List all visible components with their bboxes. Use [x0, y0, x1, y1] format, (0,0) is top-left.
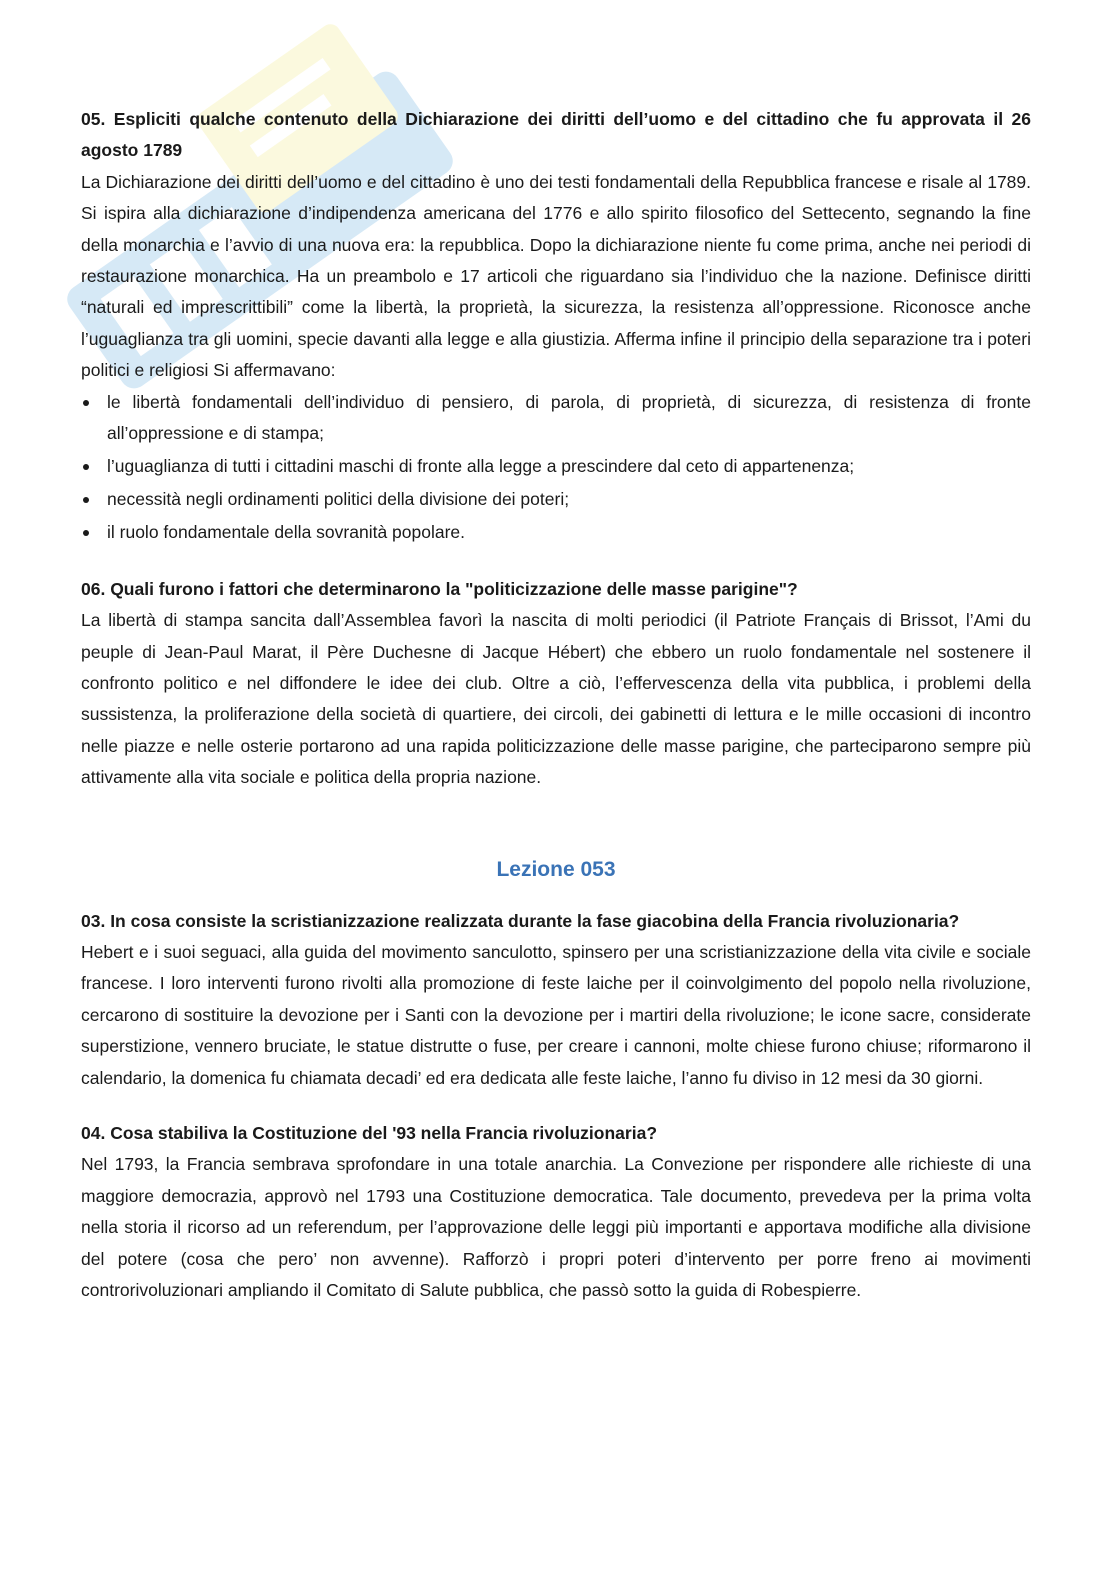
- question-06: [81, 574, 1031, 794]
- list-item-text: le libertà fondamentali dell’individuo di pensiero, di parola, di proprietà, di sicurezza, di resistenza di fronte all’oppressione e di stampa;: [107, 391, 1031, 444]
- bullet-list: [81, 387, 1031, 549]
- question-title: 03. In cosa consiste la scristianizzazione realizzata durante la fase giacobina della Francia rivoluzionaria?: [81, 910, 960, 931]
- answer-text: Hebert e i suoi seguaci, alla guida del movimento sanculotto, spinsero per una scristianizzazione della vita civile e sociale francese. I loro interventi furono rivolti alla promozione di feste laiche per il coinvolgimento del popolo nella rivoluzione, cercarono di sostituire la devozione per i Santi con la devozione per i martiri della rivoluzione; le icone sacre, considerate superstizione, vennero bruciate, le statue distrutte o fuse, per creare i cannoni, molte chiese furono chiuse; riformarono il calendario, la domenica fu chiamata decadi’ ed era dedicata alle feste laiche, l’anno fu diviso in 12 mesi da 30 giorni.: [81, 941, 1031, 1088]
- document-page: [81, 104, 1031, 1306]
- list-item-text: l’uguaglianza di tutti i cittadini maschi di fronte alla legge a prescindere dal ceto di appartenenza;: [107, 455, 855, 476]
- lesson-heading: Lezione 053: [496, 857, 616, 881]
- question-03: [81, 906, 1031, 1094]
- spacer: [81, 1094, 1031, 1118]
- list-item-text: necessità negli ordinamenti politici della divisione dei poteri;: [107, 488, 570, 509]
- list-item: [81, 517, 1031, 548]
- bullet-icon: [83, 464, 89, 470]
- question-04: [81, 1118, 1031, 1306]
- question-title: 05. Espliciti qualche contenuto della Dichiarazione dei diritti dell’uomo e del cittadino che fu approvata il 26 agosto 1789: [81, 109, 1031, 161]
- question-title: 06. Quali furono i fattori che determinarono la "politicizzazione delle masse parigine"?: [81, 578, 798, 599]
- answer-text: Nel 1793, la Francia sembrava sprofondare in una totale anarchia. La Convezione per rispondere alle richieste di una maggiore democrazia, approvò nel 1793 una Costituzione democratica. Tale documento, prevedeva per la prima volta nella storia il ricorso ad un referendum, per l’approvazione delle leggi più importanti e apportava modifiche alla divisione del potere (cosa che pero’ non avvenne). Rafforzò i propri poteri d’intervento per porre freno ai movimenti controrivoluzionari ampliando il Comitato di Salute pubblica, che passò sotto la guida di Robespierre.: [81, 1154, 1031, 1300]
- answer-text: La Dichiarazione dei diritti dell’uomo e del cittadino è uno dei testi fondamentali della Repubblica francese e risale al 1789. Si ispira alla dichiarazione d’indipendenza americana del 1776 e allo spirito filosofico del Settecento, segnando la fine della monarchia e l’avvio di una nuova era: la repubblica. Dopo la dichiarazione niente fu come prima, anche nei periodi di restaurazione monarchica. Ha un preambolo e 17 articoli che riguardano sia l’individuo che la nazione. Definisce diritti “naturali ed imprescrittibili” come la libertà, la proprietà, la sicurezza, la resistenza all’oppressione. Riconosce anche l’uguaglianza tra gli uomini, specie davanti alla legge e alla giustizia. Afferma infine il principio della separazione tra i poteri politici e religiosi Si affermavano:: [81, 171, 1031, 381]
- list-item: [81, 387, 1031, 450]
- spacer: [81, 550, 1031, 574]
- question-05: [81, 104, 1031, 548]
- bullet-icon: [83, 400, 89, 406]
- bullet-icon: [83, 497, 89, 503]
- bullet-icon: [83, 530, 89, 536]
- question-title: 04. Cosa stabiliva la Costituzione del '93 nella Francia rivoluzionaria?: [81, 1122, 658, 1143]
- list-item: [81, 484, 1031, 515]
- list-item-text: il ruolo fondamentale della sovranità popolare.: [107, 521, 466, 542]
- answer-text: La libertà di stampa sancita dall’Assemblea favorì la nascita di molti periodici (il Patriote Français di Brissot, l’Ami du peuple di Jean-Paul Marat, il Père Duchesne di Jacque Hébert) che ebbero un ruolo fondamentale nel sostenere il confronto politico e nel diffondere le idee dei club. Oltre a ciò, l’effervescenza della vita pubblica, i problemi della sussistenza, la proliferazione della società di quartiere, dei circoli, dei gabinetti di lettura e le mille occasioni di incontro nelle piazze e nelle osterie portarono ad una rapida politicizzazione delle masse parigine, che parteciparono sempre più attivamente alla vita sociale e politica della propria nazione.: [81, 610, 1031, 788]
- list-item: [81, 451, 1031, 482]
